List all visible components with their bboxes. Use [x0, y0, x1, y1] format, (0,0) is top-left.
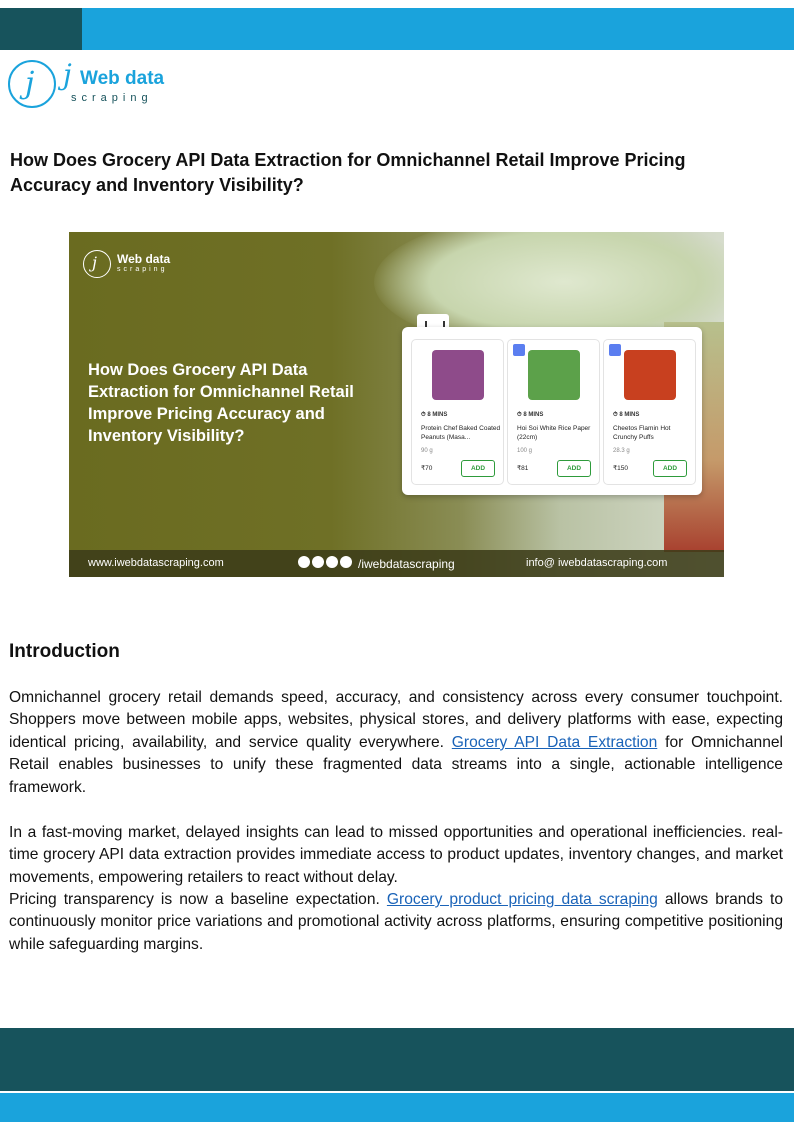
page-title: How Does Grocery API Data Extraction for Omnichannel Retail Improve Pricing Accuracy and Inventory Visibility?	[10, 150, 686, 195]
banner-email: info@ iwebdatascraping.com	[526, 557, 668, 569]
twitter-icon	[326, 556, 338, 568]
social-icons	[298, 556, 352, 568]
banner-logo-mark: j	[92, 253, 97, 272]
section-heading: Introduction	[9, 641, 120, 662]
product-name: Hoi Soi White Rice Paper (22cm)	[517, 425, 591, 441]
header-bar	[0, 8, 794, 50]
footer-bar	[0, 1028, 794, 1091]
company-logo[interactable]	[8, 58, 178, 114]
product-quantity: 90 g	[421, 448, 433, 454]
delivery-time: ⏱ 8 MINS	[517, 412, 544, 418]
product-name: Protein Chef Baked Coated Peanuts (Masa...	[421, 425, 501, 441]
delivery-time: ⏱ 8 MINS	[613, 412, 640, 418]
paragraph-text: allows brands to continuously monitor price variations and promotional activity across platforms, ensuring competitive positioning while safeguarding margins.	[9, 891, 784, 953]
paragraph-text: Omnichannel grocery retail demands speed, accuracy, and consistency across every consumer touchpoint. Shoppers move between mobile apps, websites, physical stores, and delivery platforms with ease, expecting identical pricing, availability, and service quality everywhere.	[9, 689, 783, 751]
banner-logo-sub: scraping	[117, 266, 168, 273]
add-button: ADD	[653, 460, 687, 477]
product-quantity: 28.3 g	[613, 448, 630, 454]
footer-bar-accent	[0, 1093, 794, 1122]
product-card	[507, 339, 600, 485]
paragraph-text: Pricing transparency is now a baseline expectation.	[9, 891, 387, 908]
pinterest-icon	[340, 556, 352, 568]
paragraph-text: for Omnichannel Retail enables businesses to unify these fragmented data streams into a single, actionable intelligence framework.	[9, 733, 784, 796]
intro-paragraph-2: In a fast-moving market, delayed insights can lead to missed opportunities and operational inefficiencies. real-time grocery API data extraction provides immediate access to product updates, inventory changes, and market movements, empowering retailers to react without delay.	[9, 824, 783, 886]
logo-mark-2: j	[63, 58, 72, 91]
facebook-icon	[298, 556, 310, 568]
logo-word: Web data	[80, 68, 165, 89]
hero-banner-image	[69, 232, 724, 577]
banner-logo-circle-icon	[83, 250, 111, 278]
header-bar-accent	[0, 8, 82, 50]
product-image	[528, 350, 580, 400]
delivery-time: ⏱ 8 MINS	[421, 412, 448, 418]
product-name: Cheetos Flamin Hot Crunchy Puffs	[613, 425, 671, 441]
grocery-api-link[interactable]: Grocery API Data Extraction	[451, 733, 658, 751]
instagram-icon	[312, 556, 324, 568]
logo-mark: j	[25, 66, 35, 101]
product-card	[603, 339, 696, 485]
discount-tag-icon	[513, 344, 525, 356]
banner-website: www.iwebdatascraping.com	[88, 557, 224, 569]
add-button: ADD	[557, 460, 591, 477]
banner-logo-word: Web data	[117, 252, 171, 266]
product-price: ₹150	[613, 465, 628, 472]
discount-tag-icon	[609, 344, 621, 356]
pricing-scraping-link[interactable]: Grocery product pricing data scraping	[386, 891, 658, 908]
intro-paragraph-3	[9, 889, 783, 956]
banner-handle: /iwebdatascraping	[358, 557, 455, 571]
logo-sub: scraping	[71, 92, 153, 104]
product-price: ₹81	[517, 465, 529, 472]
product-quantity: 100 g	[517, 448, 533, 454]
add-button: ADD	[461, 460, 495, 477]
banner-footer	[69, 550, 724, 577]
product-card-panel	[402, 327, 702, 495]
product-card	[411, 339, 504, 485]
banner-heading: How Does Grocery API Data Extraction for Omnichannel Retail Improve Pricing Accuracy and Inventory Visibility?	[88, 361, 354, 445]
product-image	[432, 350, 484, 400]
intro-paragraph-1	[9, 687, 783, 799]
product-price: ₹70	[421, 465, 433, 472]
product-image	[624, 350, 676, 400]
